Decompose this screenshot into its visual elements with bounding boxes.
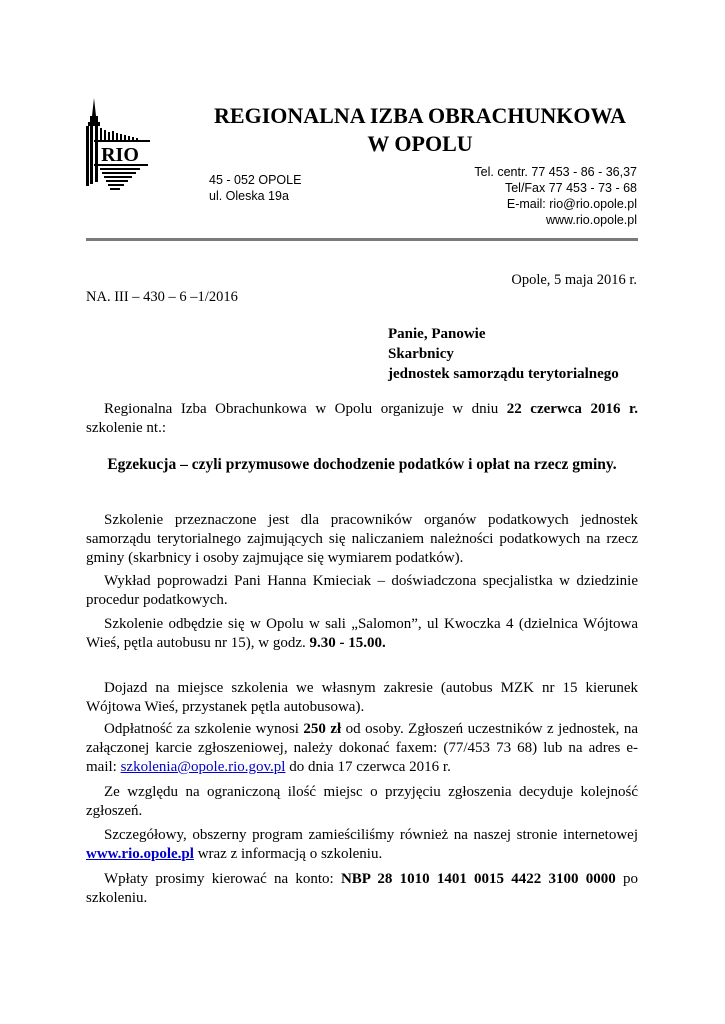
training-subject: Egzekucja – czyli przymusowe dochodzenie podatków i opłat na rzecz gminy. — [107, 456, 617, 473]
email-address[interactable]: E-mail: rio@rio.opole.pl — [506, 197, 637, 211]
paragraph-fee — [86, 720, 638, 777]
letter-date: Opole, 5 maja 2016 r. — [511, 272, 637, 288]
address-street: ul. Oleska 19a — [209, 189, 289, 203]
organization-title-line1: REGIONALNA IZBA OBRACHUNKOWA — [214, 103, 626, 128]
contact-info — [474, 164, 637, 228]
header-divider — [86, 238, 638, 241]
training-date: 22 czerwca 2016 r. — [506, 401, 638, 417]
fax-number: Tel/Fax 77 453 - 73 - 68 — [504, 181, 637, 195]
paragraph-location — [86, 615, 638, 653]
fee-text-2: od osoby. Zgłoszeń uczestników z jednostek, na załączonej karcie zgłoszeniowej, należy dokonać faxem: (77/453 73 68) lub na adres e-mail: — [86, 721, 638, 775]
paragraph-limited-seats: Ze względu na ograniczoną ilość miejsc o przyjęciu zgłoszenia decyduje kolejność zgłoszeń. — [86, 784, 638, 819]
training-hours: 9.30 - 15.00. — [309, 635, 386, 651]
paragraph-audience: Szkolenie przeznaczone jest dla pracowników organów podatkowych jednostek samorządu terytorialnego zajmujących się naliczaniem należności podatkowych na rzecz gminy (skarbnicy i osoby zajmujące się wymiarem podatków). — [86, 512, 638, 566]
phone-number: Tel. centr. 77 453 - 86 - 36,37 — [474, 165, 637, 179]
recipients-block — [388, 324, 619, 384]
recipient-line: Skarbnicy — [388, 346, 454, 362]
paragraph-lecturer: Wykład poprowadzi Pani Hanna Kmieciak – doświadczona specjalistka w dziedzinie procedur podatkowych. — [86, 573, 638, 608]
program-text: Szczegółowy, obszerny program zamieściliśmy również na naszej stronie internetowej — [104, 827, 638, 843]
rio-logo — [80, 98, 152, 194]
payment-text: Wpłaty prosimy kierować na konto: — [104, 871, 341, 887]
recipient-line: jednostek samorządu terytorialnego — [388, 366, 619, 382]
fee-deadline: do dnia 17 czerwca 2016 r. — [285, 759, 451, 775]
website-address[interactable]: www.rio.opole.pl — [545, 213, 637, 227]
intro-text: Regionalna Izba Obrachunkowa w Opolu organizuje w dniu — [104, 401, 507, 417]
program-text-end: wraz z informacją o szkoleniu. — [193, 846, 383, 862]
paragraph-program — [86, 826, 638, 864]
paragraph-payment — [86, 870, 638, 908]
logo-text: RIO — [101, 144, 139, 166]
paragraph-transport: Dojazd na miejsce szkolenia we własnym zakresie (autobus MZK nr 15 kierunek Wójtowa Wieś, przystanek pętla autobusowa). — [86, 680, 638, 715]
payment-text-end: po szkoleniu. — [86, 871, 638, 906]
reference-number: NA. III – 430 – 6 –1/2016 — [86, 289, 238, 305]
website-link[interactable]: www.rio.opole.pl — [86, 846, 194, 862]
intro-text-end: szkolenie nt.: — [86, 420, 166, 436]
registration-email-link[interactable]: szkolenia@opole.rio.gov.pl — [120, 759, 286, 775]
bank-account-number: NBP 28 1010 1401 0015 4422 3100 0000 — [340, 871, 616, 887]
address-city: 45 - 052 OPOLE — [209, 173, 302, 187]
fee-text: Odpłatność za szkolenie wynosi — [104, 721, 304, 737]
location-text: Szkolenie odbędzie się w Opolu w sali „Salomon”, ul Kwoczka 4 (dzielnica Wójtowa Wieś, pętla autobusu nr 15), w godz. — [86, 616, 638, 651]
organization-title-line2: W OPOLU — [367, 131, 473, 156]
recipient-line: Panie, Panowie — [388, 326, 486, 342]
intro-paragraph — [86, 400, 638, 438]
organization-title — [150, 102, 690, 158]
postal-address — [209, 172, 301, 204]
fee-amount: 250 zł — [303, 721, 342, 737]
